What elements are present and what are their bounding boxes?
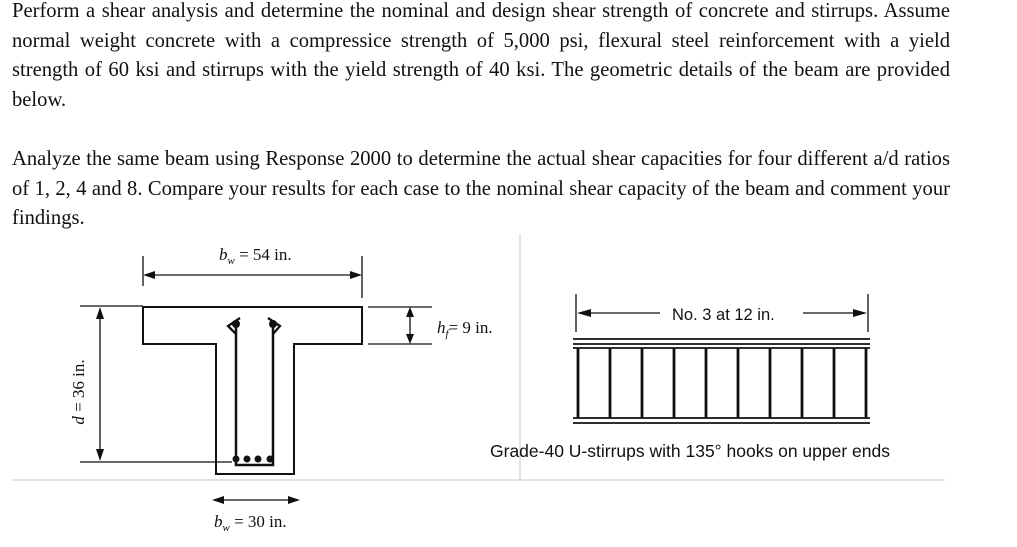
flange-depth-dimension: [368, 307, 432, 344]
stirrup-caption: Grade-40 U-stirrups with 135° hooks on upper ends: [490, 441, 890, 461]
top-bar-right: [269, 320, 277, 328]
flange-depth-label: $h_f= 9$ in.: [437, 318, 493, 340]
problem-paragraph-2: Analyze the same beam using Response 2000 to determine the actual shear capacities for four different a/d ratios of 1, 2, 4 and 8. Compare your results for each case to the nominal shear capacity of the beam and comment your findings.: [12, 148, 950, 229]
effective-depth-dimension: [80, 306, 232, 462]
stirrups: [578, 348, 866, 418]
top-bar-left: [232, 320, 240, 328]
bottom-bar: [267, 456, 274, 463]
bottom-bar: [233, 456, 240, 463]
problem-paragraph-1: Perform a shear analysis and determine the nominal and design shear strength of concrete and stirrups. Assume normal weight concrete with a compressice strength of 5,000 psi, flexural steel reinforcement with a yield strength of 60 ksi and stirrups with the yield strength of 40 ksi. The geometric details of the beam are provided below.: [12, 0, 950, 111]
stirrup-spacing-label: No. 3 at 12 in.: [672, 306, 775, 324]
t-beam-section: [143, 307, 362, 474]
flange-width-label: $b_w = 54$ in.: [219, 245, 292, 267]
effective-depth-label: d = 36 in.: [69, 359, 88, 425]
u-stirrup: [236, 324, 273, 465]
web-width-dimension: [212, 496, 300, 504]
bottom-bar: [244, 456, 251, 463]
bottom-bar: [255, 456, 262, 463]
beam-elevation: [573, 339, 870, 423]
web-width-label: $b_w = 30$ in.: [214, 512, 287, 534]
